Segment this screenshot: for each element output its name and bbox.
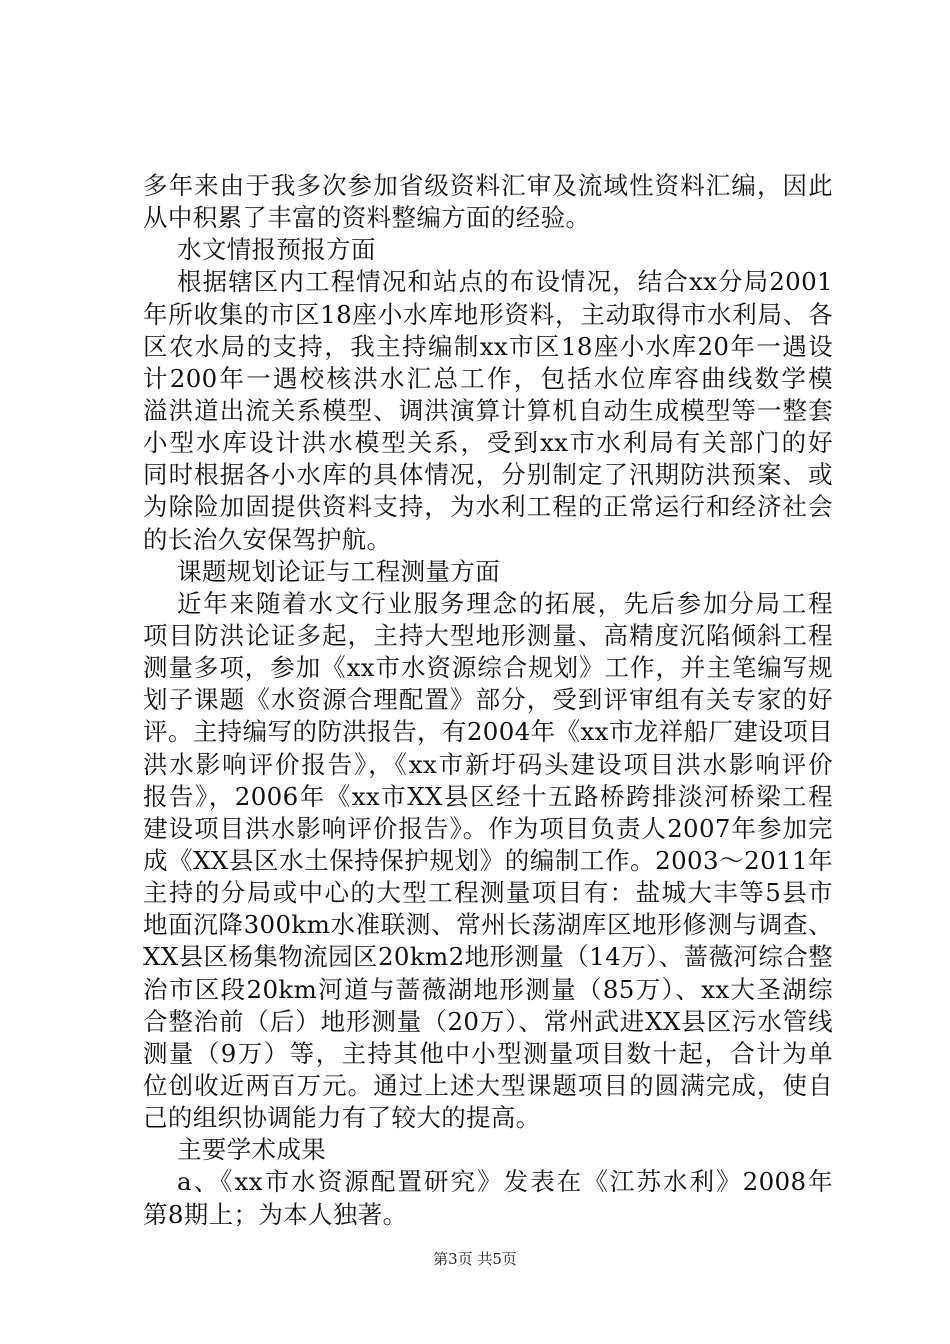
body-text-line: 从中积累了丰富的资料整编方面的经验。 [143, 203, 591, 233]
body-text-line: 区农水局的支持，我主持编制xx市区18座小水库20年一遇设 [143, 331, 833, 361]
body-text-line: 划子课题《水资源合理配置》部分，受到评审组有关专家的好 [143, 685, 833, 715]
body-text-line: 第8期上；为本人独著。 [143, 1199, 408, 1229]
body-text-line: 小型水库设计洪水模型关系，受到xx市水利局有关部门的好 [143, 428, 833, 458]
body-text-line: 计200年一遇校核洪水汇总工作，包括水位库容曲线数学模 [143, 363, 833, 393]
body-text-line: 多年来由于我多次参加省级资料汇审及流域性资料汇编，因此 [143, 171, 833, 200]
body-text-line: 同时根据各小水库的具体情况，分别制定了汛期防洪预案、或 [143, 460, 833, 490]
section-heading: 主要学术成果 [177, 1135, 327, 1165]
body-text-line: 洪水影响评价报告》，《xx市新圩码头建设项目洪水影响评价 [143, 749, 833, 779]
body-text-line: 测量（9万）等，主持其他中小型测量项目数十起，合计为单 [143, 1038, 833, 1068]
body-text-line: XX县区杨集物流园区20km2地形测量（14万）、蔷薇河综合整 [143, 942, 833, 972]
section-heading: 水文情报预报方面 [177, 235, 376, 265]
body-text-line: 主持的分局或中心的大型工程测量项目有：盐城大丰等5县市 [143, 878, 833, 908]
body-text-line: 地面沉降300km水准联测、常州长荡湖库区地形修测与调查、 [143, 910, 833, 940]
body-text-line: 为除险加固提供资料支持，为水利工程的正常运行和经济社会 [143, 492, 833, 522]
body-text-line: 测量多项，参加《xx市水资源综合规划》工作，并主笔编写规 [143, 653, 833, 683]
body-text-line: 合整治前（后）地形测量（20万）、常州武进XX县区污水管线 [143, 1006, 833, 1036]
body-text-line: 项目防洪论证多起，主持大型地形测量、高精度沉陷倾斜工程 [143, 620, 833, 650]
body-text-line: 根据辖区内工程情况和站点的布设情况，结合xx分局2001 [177, 267, 833, 297]
body-text-line: 的长治久安保驾护航。 [143, 524, 392, 554]
body-text-line: 报告》，2006年《xx市XX县区经十五路桥跨排淡河桥梁工程 [143, 781, 833, 811]
page-number-footer: 第3页 共5页 [433, 1250, 517, 1268]
body-text-line: 成《XX县区水土保持保护规划》的编制工作。2003～2011年 [143, 845, 833, 875]
body-text-line: 评。主持编写的防洪报告，有2004年《xx市龙祥船厂建设项目 [143, 717, 833, 747]
body-text-line: 近年来随着水文行业服务理念的拓展，先后参加分局工程 [177, 588, 833, 618]
body-text-line: 溢洪道出流关系模型、调洪演算计算机自动生成模型等一整套 [143, 395, 833, 425]
body-text-line: 年所收集的市区18座小水库地形资料，主动取得市水利局、各 [143, 299, 833, 329]
body-text-line: a、《xx市水资源配置研究》发表在《江苏水利》2008年 [177, 1167, 833, 1197]
section-heading: 课题规划论证与工程测量方面 [177, 556, 501, 586]
body-text-line: 位创收近两百万元。通过上述大型课题项目的圆满完成，使自 [143, 1070, 833, 1100]
document-body [143, 170, 833, 1231]
body-text-line: 建设项目洪水影响评价报告》。作为项目负责人2007年参加完 [143, 813, 833, 843]
body-text-line: 己的组织协调能力有了较大的提高。 [143, 1103, 541, 1133]
body-text-line: 治市区段20km河道与蔷薇湖地形测量（85万）、xx大圣湖综 [143, 974, 833, 1004]
